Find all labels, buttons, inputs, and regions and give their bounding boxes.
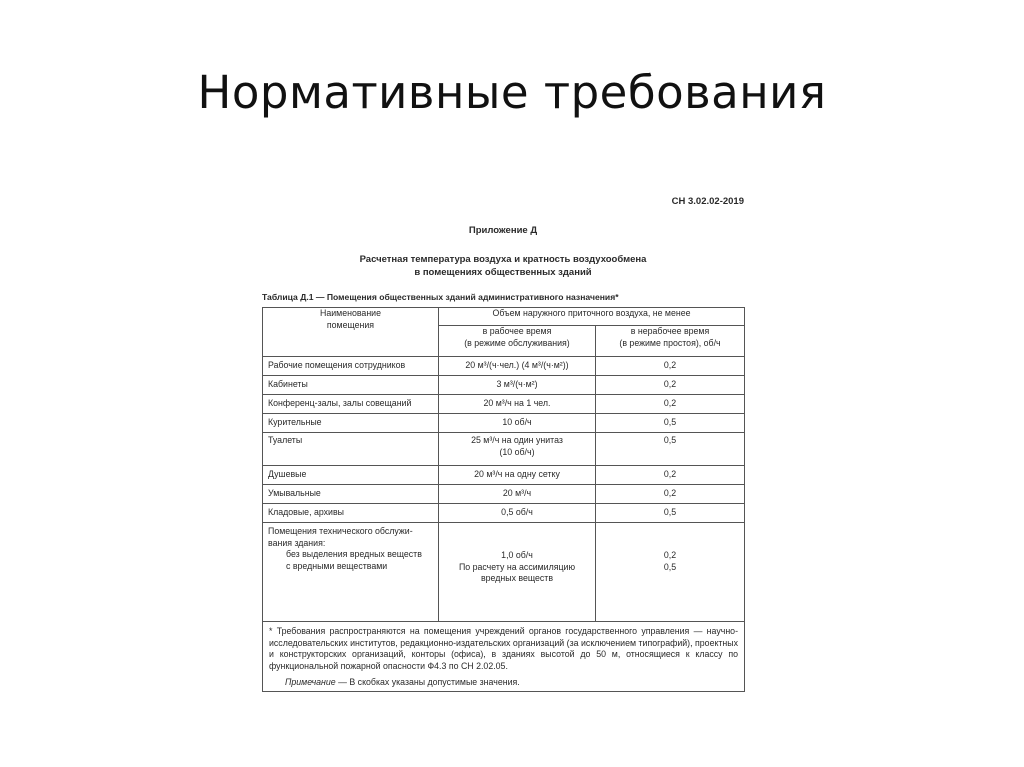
row-off-value: 0,2 <box>596 376 745 395</box>
row-name: Душевые <box>263 466 439 485</box>
requirements-table <box>262 307 745 692</box>
row-name: Курительные <box>263 414 439 433</box>
row-name: Конференц-залы, залы совещаний <box>263 395 439 414</box>
row-name: Кабинеты <box>263 376 439 395</box>
heading-line-2: в помещениях общественных зданий <box>414 267 592 278</box>
document-code: СН 3.02.02-2019 <box>671 196 744 207</box>
row-off-value: 0,2 <box>596 395 745 414</box>
row-off-value: 0,5 <box>596 433 745 466</box>
table-row <box>263 376 745 395</box>
row-work-value: 25 м³/ч на один унитаз (10 об/ч) <box>439 433 596 466</box>
footnote-text: * Требования распространяются на помещения учреждений органов государственного управления — научно-исследовательских институтов, редакционно-издательских организаций (за исключением типографий), проектных и конструкторских организаций, конторы (офиса), в зданиях высотой до 50 м, относящиеся к классу по функциональной пожарной опасности Ф4.3 по СН 2.02.05. <box>269 626 739 671</box>
table-footnote-row <box>263 622 745 692</box>
heading-line-1: Расчетная температура воздуха и кратность воздухообмена <box>359 254 647 265</box>
table-row <box>263 433 745 466</box>
table-row <box>263 414 745 433</box>
table-caption: Таблица Д.1 — Помещения общественных зданий административного назначения* <box>262 292 619 302</box>
row-off-value: 0,5 <box>596 414 745 433</box>
row-off-value: 0,2 <box>596 485 745 504</box>
row-off-value: 0,2 <box>596 466 745 485</box>
header-room-name: Наименование помещения <box>263 308 439 357</box>
row-off-value: 0,2 0,5 <box>596 523 745 622</box>
row-name: Помещения технического обслужи- вания здания: без выделения вредных веществ с вредными веществами <box>263 523 439 622</box>
table-row <box>263 504 745 523</box>
appendix-label: Приложение Д <box>468 225 538 236</box>
row-work-value: 1,0 об/ч По расчету на ассимиляцию вредных веществ <box>439 523 596 622</box>
slide-title: Нормативные требования <box>197 66 827 119</box>
header-off-time: в нерабочее время (в режиме простоя), об/ч <box>596 326 745 357</box>
table-row <box>263 485 745 504</box>
row-work-value: 0,5 об/ч <box>439 504 596 523</box>
row-off-value: 0,2 <box>596 357 745 376</box>
row-name: Туалеты <box>263 433 439 466</box>
table-footnote <box>263 622 745 692</box>
row-work-value: 3 м³/(ч·м²) <box>439 376 596 395</box>
row-name: Кладовые, архивы <box>263 504 439 523</box>
table-row <box>263 395 745 414</box>
header-work-time: в рабочее время (в режиме обслуживания) <box>439 326 596 357</box>
row-work-value: 20 м³/ч на одну сетку <box>439 466 596 485</box>
row-work-value: 20 м³/(ч·чел.) (4 м³/(ч·м²)) <box>439 357 596 376</box>
table-row <box>263 357 745 376</box>
header-air-volume: Объем наружного приточного воздуха, не менее <box>439 308 745 326</box>
table-row <box>263 466 745 485</box>
row-work-value: 10 об/ч <box>439 414 596 433</box>
row-work-value: 20 м³/ч на 1 чел. <box>439 395 596 414</box>
row-name: Рабочие помещения сотрудников <box>263 357 439 376</box>
table-note: Примечание — В скобках указаны допустимые значения. <box>285 677 520 687</box>
row-off-value: 0,5 <box>596 504 745 523</box>
table-row <box>263 523 745 622</box>
row-name: Умывальные <box>263 485 439 504</box>
row-work-value: 20 м³/ч <box>439 485 596 504</box>
document-heading <box>262 253 744 279</box>
